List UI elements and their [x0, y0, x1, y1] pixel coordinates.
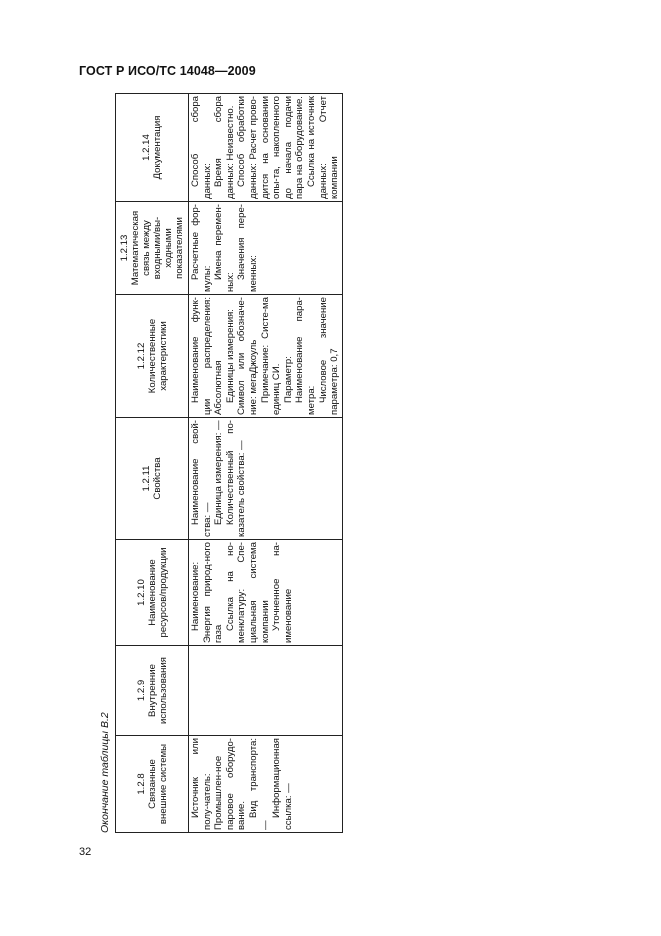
cell-paragraph: Ссылка на источник данных: Отчет компании	[305, 96, 341, 199]
column-title: Внутренние использования	[146, 657, 169, 724]
column-header-1-2-14	[116, 94, 189, 202]
column-header-1-2-9	[116, 646, 189, 736]
cell-mathematical-relation	[189, 202, 343, 295]
document-header: ГОСТ Р ИСО/ТС 14048—2009	[79, 64, 256, 78]
cell-paragraph: Параметр:	[282, 356, 294, 403]
cell-resource-name	[189, 540, 343, 646]
cell-paragraph: Числовое значение параметра: 0,7	[317, 297, 341, 415]
cell-paragraph: Источник или полу-чатель: Промышлен-ное паровое оборудо-вание.	[190, 738, 248, 830]
column-number: 1.2.14	[141, 134, 152, 161]
cell-paragraph: Наименование пара-метра:	[294, 297, 317, 415]
cell-paragraph: Информационная ссылка: —	[271, 737, 294, 830]
cell-paragraph: Вид транспорта: —	[247, 738, 271, 830]
cell-paragraph: Наименование: Энергия природ-ного газа	[190, 542, 225, 643]
cell-internal-uses	[189, 646, 343, 736]
data-table	[115, 93, 343, 833]
cell-paragraph: Значения пере-менных:	[236, 204, 259, 292]
cell-paragraph: Наименование функ-ции распределения: Абсолютная	[190, 297, 225, 415]
column-title: Свойства	[152, 457, 163, 500]
header-row	[116, 94, 189, 833]
column-title: Количественные характеристики	[146, 318, 169, 394]
column-header-1-2-12	[116, 295, 189, 418]
cell-paragraph: Способ обработки данных: Расчет прово-дится на основании опы-та, накопленного до начала подачи пара на оборудование.	[236, 96, 306, 199]
column-header-1-2-11	[116, 418, 189, 540]
page-number: 32	[79, 846, 92, 858]
column-header-1-2-10	[116, 540, 189, 646]
cell-paragraph: Имена перемен-ных:	[213, 204, 236, 292]
cell-paragraph: Количественный по-казатель свойства: —	[224, 420, 248, 537]
column-title: Документация	[152, 115, 163, 180]
cell-paragraph: Способ сбора данных:	[190, 96, 213, 199]
rotated-table-block	[97, 94, 341, 833]
cell-paragraph: Примечание: Систе-ма единиц СИ.	[259, 297, 283, 415]
column-number: 1.2.12	[135, 342, 147, 370]
column-number: 1.2.13	[119, 234, 130, 262]
cell-paragraph: Ссылка на но-менклатуру: Спе-циальная система компании	[224, 542, 271, 643]
cell-paragraph: Расчетные фор-мулы:	[190, 204, 213, 292]
cell-quantitative-characteristics	[189, 295, 343, 418]
cell-paragraph: Единицы измерения:	[224, 309, 236, 403]
table-row	[189, 94, 343, 833]
cell-related-external-systems	[189, 736, 343, 833]
column-title: Математическая связь между входными/вы-ходными показателями	[130, 210, 185, 286]
column-number: 1.2.10	[135, 579, 147, 606]
cell-documentation	[189, 94, 343, 202]
column-header-1-2-8	[116, 736, 189, 833]
column-number: 1.2.9	[135, 679, 147, 702]
column-title: Связанные внешние системы	[146, 743, 169, 825]
cell-paragraph: Символ или обозначе-ние: мегаДжоуль	[236, 297, 259, 415]
cell-paragraph: Наименование свой-ства: —	[190, 420, 213, 537]
cell-properties	[189, 418, 343, 540]
column-number: 1.2.11	[141, 465, 152, 492]
table-caption: Окончание таблицы В.2	[99, 712, 111, 833]
cell-paragraph: Уточненное на-именование	[271, 542, 294, 643]
column-title: Наименование ресурсов/продукции	[146, 547, 169, 638]
column-number: 1.2.8	[135, 773, 147, 795]
column-header-1-2-13	[116, 202, 189, 295]
cell-paragraph: Единица измерения: —	[213, 420, 225, 525]
cell-paragraph: Время сбора данных: Неизвестно.	[213, 96, 236, 199]
